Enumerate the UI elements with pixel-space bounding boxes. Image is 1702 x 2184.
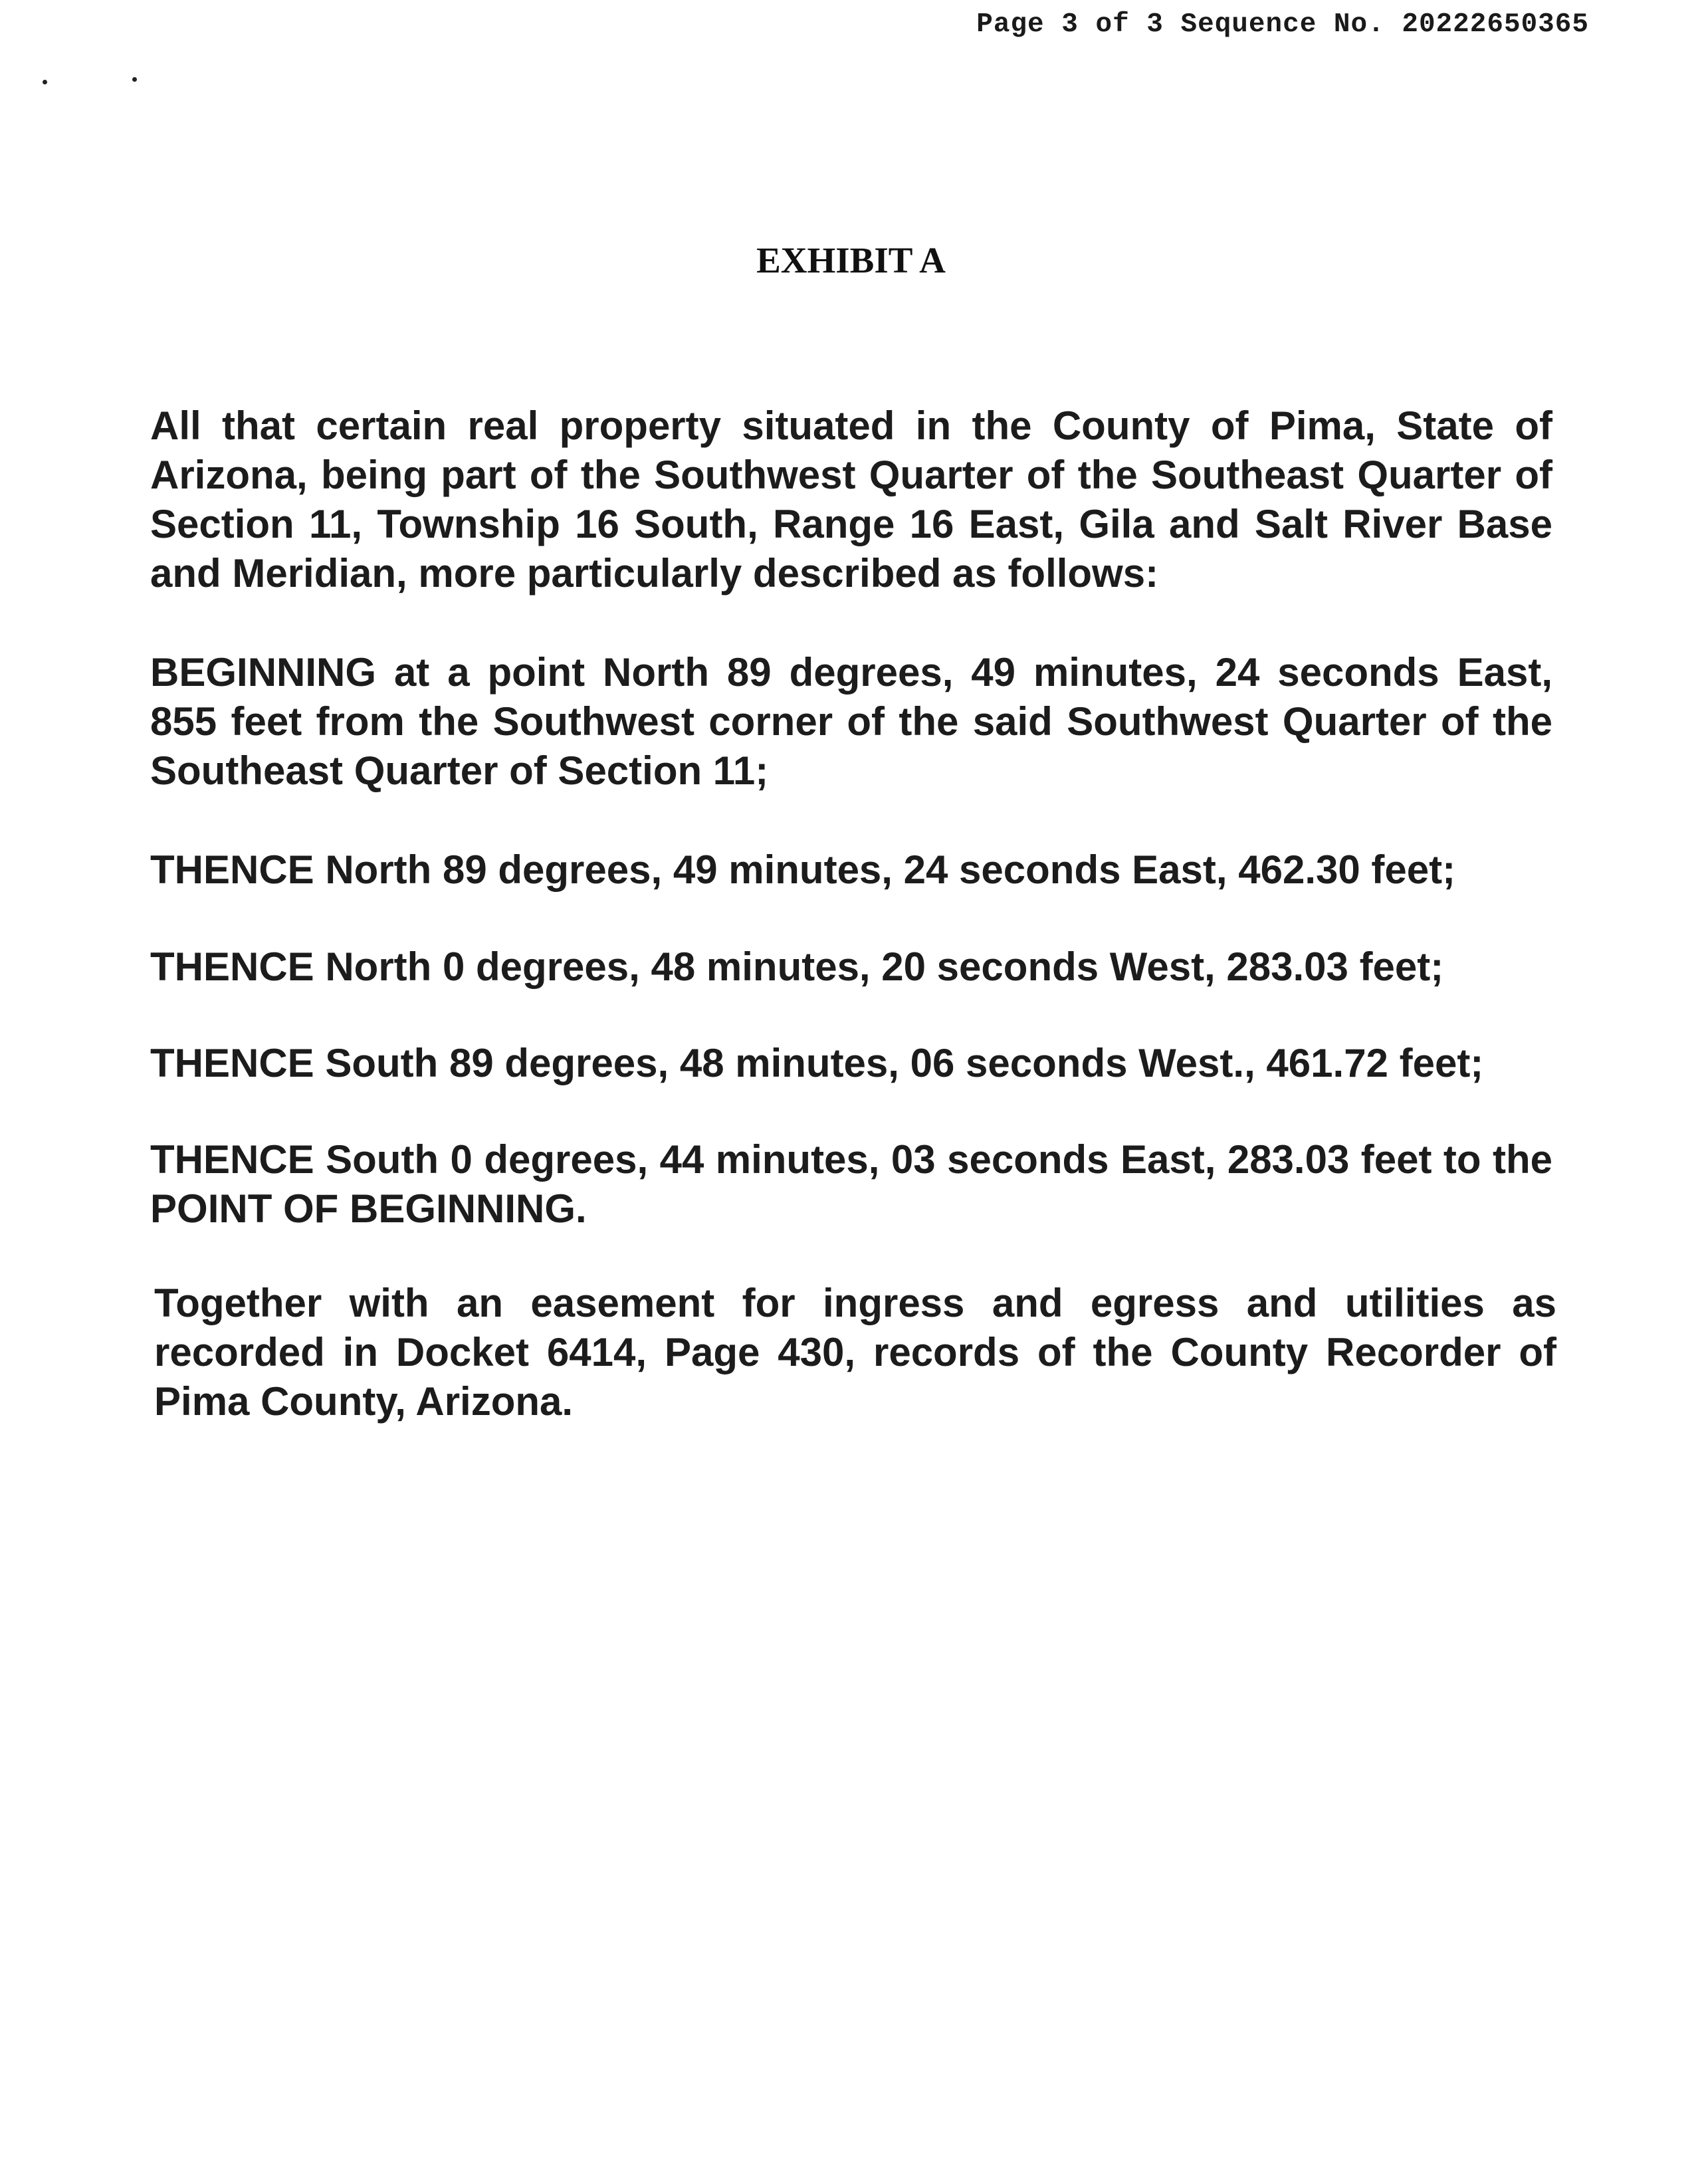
thence-course-2: THENCE North 0 degrees, 48 minutes, 20 seconds West, 283.03 feet;	[150, 944, 1444, 989]
thence-course-1: THENCE North 89 degrees, 49 minutes, 24 seconds East, 462.30 feet;	[150, 847, 1456, 892]
point-of-beginning-paragraph: BEGINNING at a point North 89 degrees, 49 minutes, 24 seconds East, 855 feet from the Southwest corner of the said Southwest Quarter of the Southeast Quarter of Section 11;	[150, 650, 1552, 793]
scan-mark	[43, 80, 47, 84]
thence-course-3: THENCE South 89 degrees, 48 minutes, 06 seconds West., 461.72 feet;	[150, 1041, 1484, 1085]
easement-paragraph: Together with an easement for ingress and egress and utilities as recorded in Docket 6414, Page 430, records of the County Recorder of Pima County, Arizona.	[154, 1281, 1556, 1424]
legal-description-intro: All that certain real property situated in the County of Pima, State of Arizona, being part of the Southwest Quarter of the Southeast Quarter of Section 11, Township 16 South, Range 16 East, Gila and Salt River Base and Meridian, more particularly described as follows:	[150, 403, 1552, 596]
thence-course-4: THENCE South 0 degrees, 44 minutes, 03 seconds East, 283.03 feet to the POINT OF BEGINNING.	[150, 1137, 1552, 1231]
page-sequence-header: Page 3 of 3 Sequence No. 20222650365	[976, 9, 1589, 40]
scan-mark	[132, 77, 137, 82]
exhibit-title: EXHIBIT A	[756, 240, 946, 280]
